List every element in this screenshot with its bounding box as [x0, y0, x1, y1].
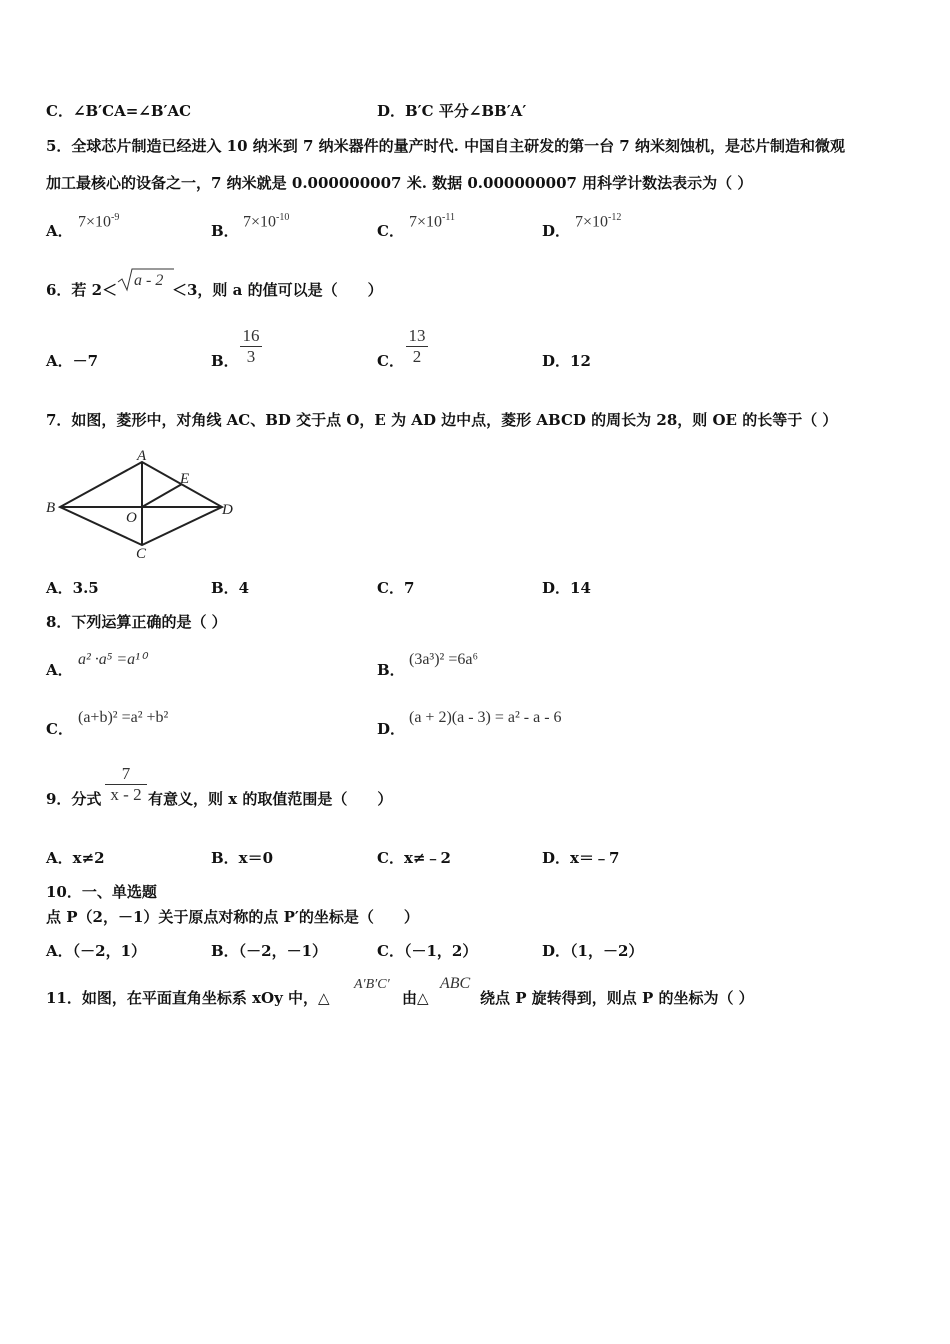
q7-option-b: B．4 [211, 579, 250, 597]
q11-stem-prefix: 11．如图，在平面直角坐标系 xOy 中，△ [46, 989, 330, 1007]
q7-option-d: D．14 [542, 579, 591, 597]
q11-stem-mid: 由△ [402, 989, 429, 1007]
q10-option-a: A．（－2，1） [46, 942, 147, 960]
q6-option-a: A．－7 [46, 352, 99, 370]
fraction-numerator: 7 [121, 764, 131, 783]
q8-option-b-label: B． [377, 661, 405, 679]
q9-stem-prefix: 9．分式 [46, 790, 102, 808]
q6-option-c-label: C． [377, 352, 404, 370]
q6-radicand: a - 2 [134, 272, 164, 289]
vertex-label-a: A [137, 448, 147, 464]
q11-stem-suffix: 绕点 P 旋转得到，则点 P 的坐标为（ ） [480, 989, 754, 1007]
q5-option-d-expr: $7\times 10^{-12}$ [575, 212, 622, 231]
q10-option-b: B．（－2，－1） [211, 942, 328, 960]
q6-option-b-fraction [240, 326, 262, 367]
q8-option-b-expr: (3a³)² =6a⁶ [409, 651, 479, 668]
vertex-label-c: C [136, 546, 147, 562]
point-label-e: E [180, 471, 190, 487]
q9-option-a: A．x≠2 [46, 849, 105, 867]
q10-option-c: C．（－1，2） [377, 942, 478, 960]
q11-triangle-prime: A′B′C′ [354, 977, 390, 992]
q8-option-d-label: D． [377, 720, 406, 738]
fraction-numerator: 13 [408, 326, 426, 345]
q11-triangle: ABC [440, 975, 471, 992]
q9-option-c: C．x≠﹣2 [377, 849, 451, 867]
q8-option-c-label: C． [46, 720, 73, 738]
q8-option-a-label: A． [46, 661, 73, 679]
q7-option-c: C．7 [377, 579, 415, 597]
fraction-denominator: 3 [246, 347, 256, 366]
q5-option-b-expr: $7\times 10^{-10}$ [243, 212, 290, 231]
q8-stem: 8．下列运算正确的是（ ） [46, 613, 227, 631]
fraction-numerator: 16 [242, 326, 260, 345]
q5-option-a-expr: $7\times 10^{-9}$ [78, 212, 120, 231]
q9-option-b: B．x＝0 [211, 849, 274, 867]
fraction-denominator: x - 2 [110, 785, 142, 804]
q5-option-c-expr: $7\times 10^{-11}$ [409, 212, 455, 231]
q6-option-d: D．12 [542, 352, 591, 370]
fraction-denominator: 2 [412, 347, 422, 366]
q8-option-c-expr: (a+b)² =a² +b² [78, 709, 169, 726]
q5-option-a-label: A． [46, 222, 73, 240]
q9-fraction [105, 764, 147, 805]
q9-option-d: D．x＝﹣7 [542, 849, 620, 867]
q9-stem-suffix: 有意义，则 x 的取值范围是（ ） [148, 790, 393, 808]
q6-stem-prefix: 6．若 2＜ [46, 281, 118, 299]
q10-option-d: D．（1，－2） [542, 942, 644, 960]
q4-option-d: D．B′C 平分∠BB′A′ [377, 102, 527, 120]
q8-option-d-expr: (a + 2)(a - 3) = a² - a - 6 [409, 709, 562, 726]
rhombus-figure [40, 444, 240, 564]
vertex-label-d: D [222, 502, 233, 518]
q6-option-b-label: B． [211, 352, 239, 370]
vertex-label-b: B [46, 500, 56, 516]
q5-stem-line2: 加工最核心的设备之一，7 纳米就是 0.000000007 米. 数据 0.000000007 用科学计数法表示为（ ） [46, 174, 753, 192]
point-label-o: O [126, 510, 137, 526]
q5-stem-line1: 5．全球芯片制造已经进入 10 纳米到 7 纳米器件的量产时代. 中国自主研发的第一台 7 纳米刻蚀机，是芯片制造和微观 [46, 137, 845, 155]
q10-stem: 点 P（2，－1）关于原点对称的点 P′的坐标是（ ） [46, 908, 419, 926]
q7-stem: 7．如图，菱形中，对角线 AC、BD 交于点 O，E 为 AD 边中点，菱形 ABCD 的周长为 28，则 OE 的长等于（ ） [46, 411, 838, 429]
q5-option-b-label: B． [211, 222, 239, 240]
q8-option-a-expr: a² ·a⁵ =a¹⁰ [78, 651, 147, 668]
q5-option-d-label: D． [542, 222, 571, 240]
q10-header: 10．一、单选题 [46, 883, 157, 901]
q7-option-a: A．3.5 [46, 579, 99, 597]
q6-stem-suffix: ＜3，则 a 的值可以是（ ） [172, 281, 383, 299]
q5-option-c-label: C． [377, 222, 404, 240]
q4-option-c: C．∠B′CA=∠B′AC [46, 102, 192, 120]
q6-option-c-fraction [406, 326, 428, 367]
segment-oe [142, 484, 182, 507]
